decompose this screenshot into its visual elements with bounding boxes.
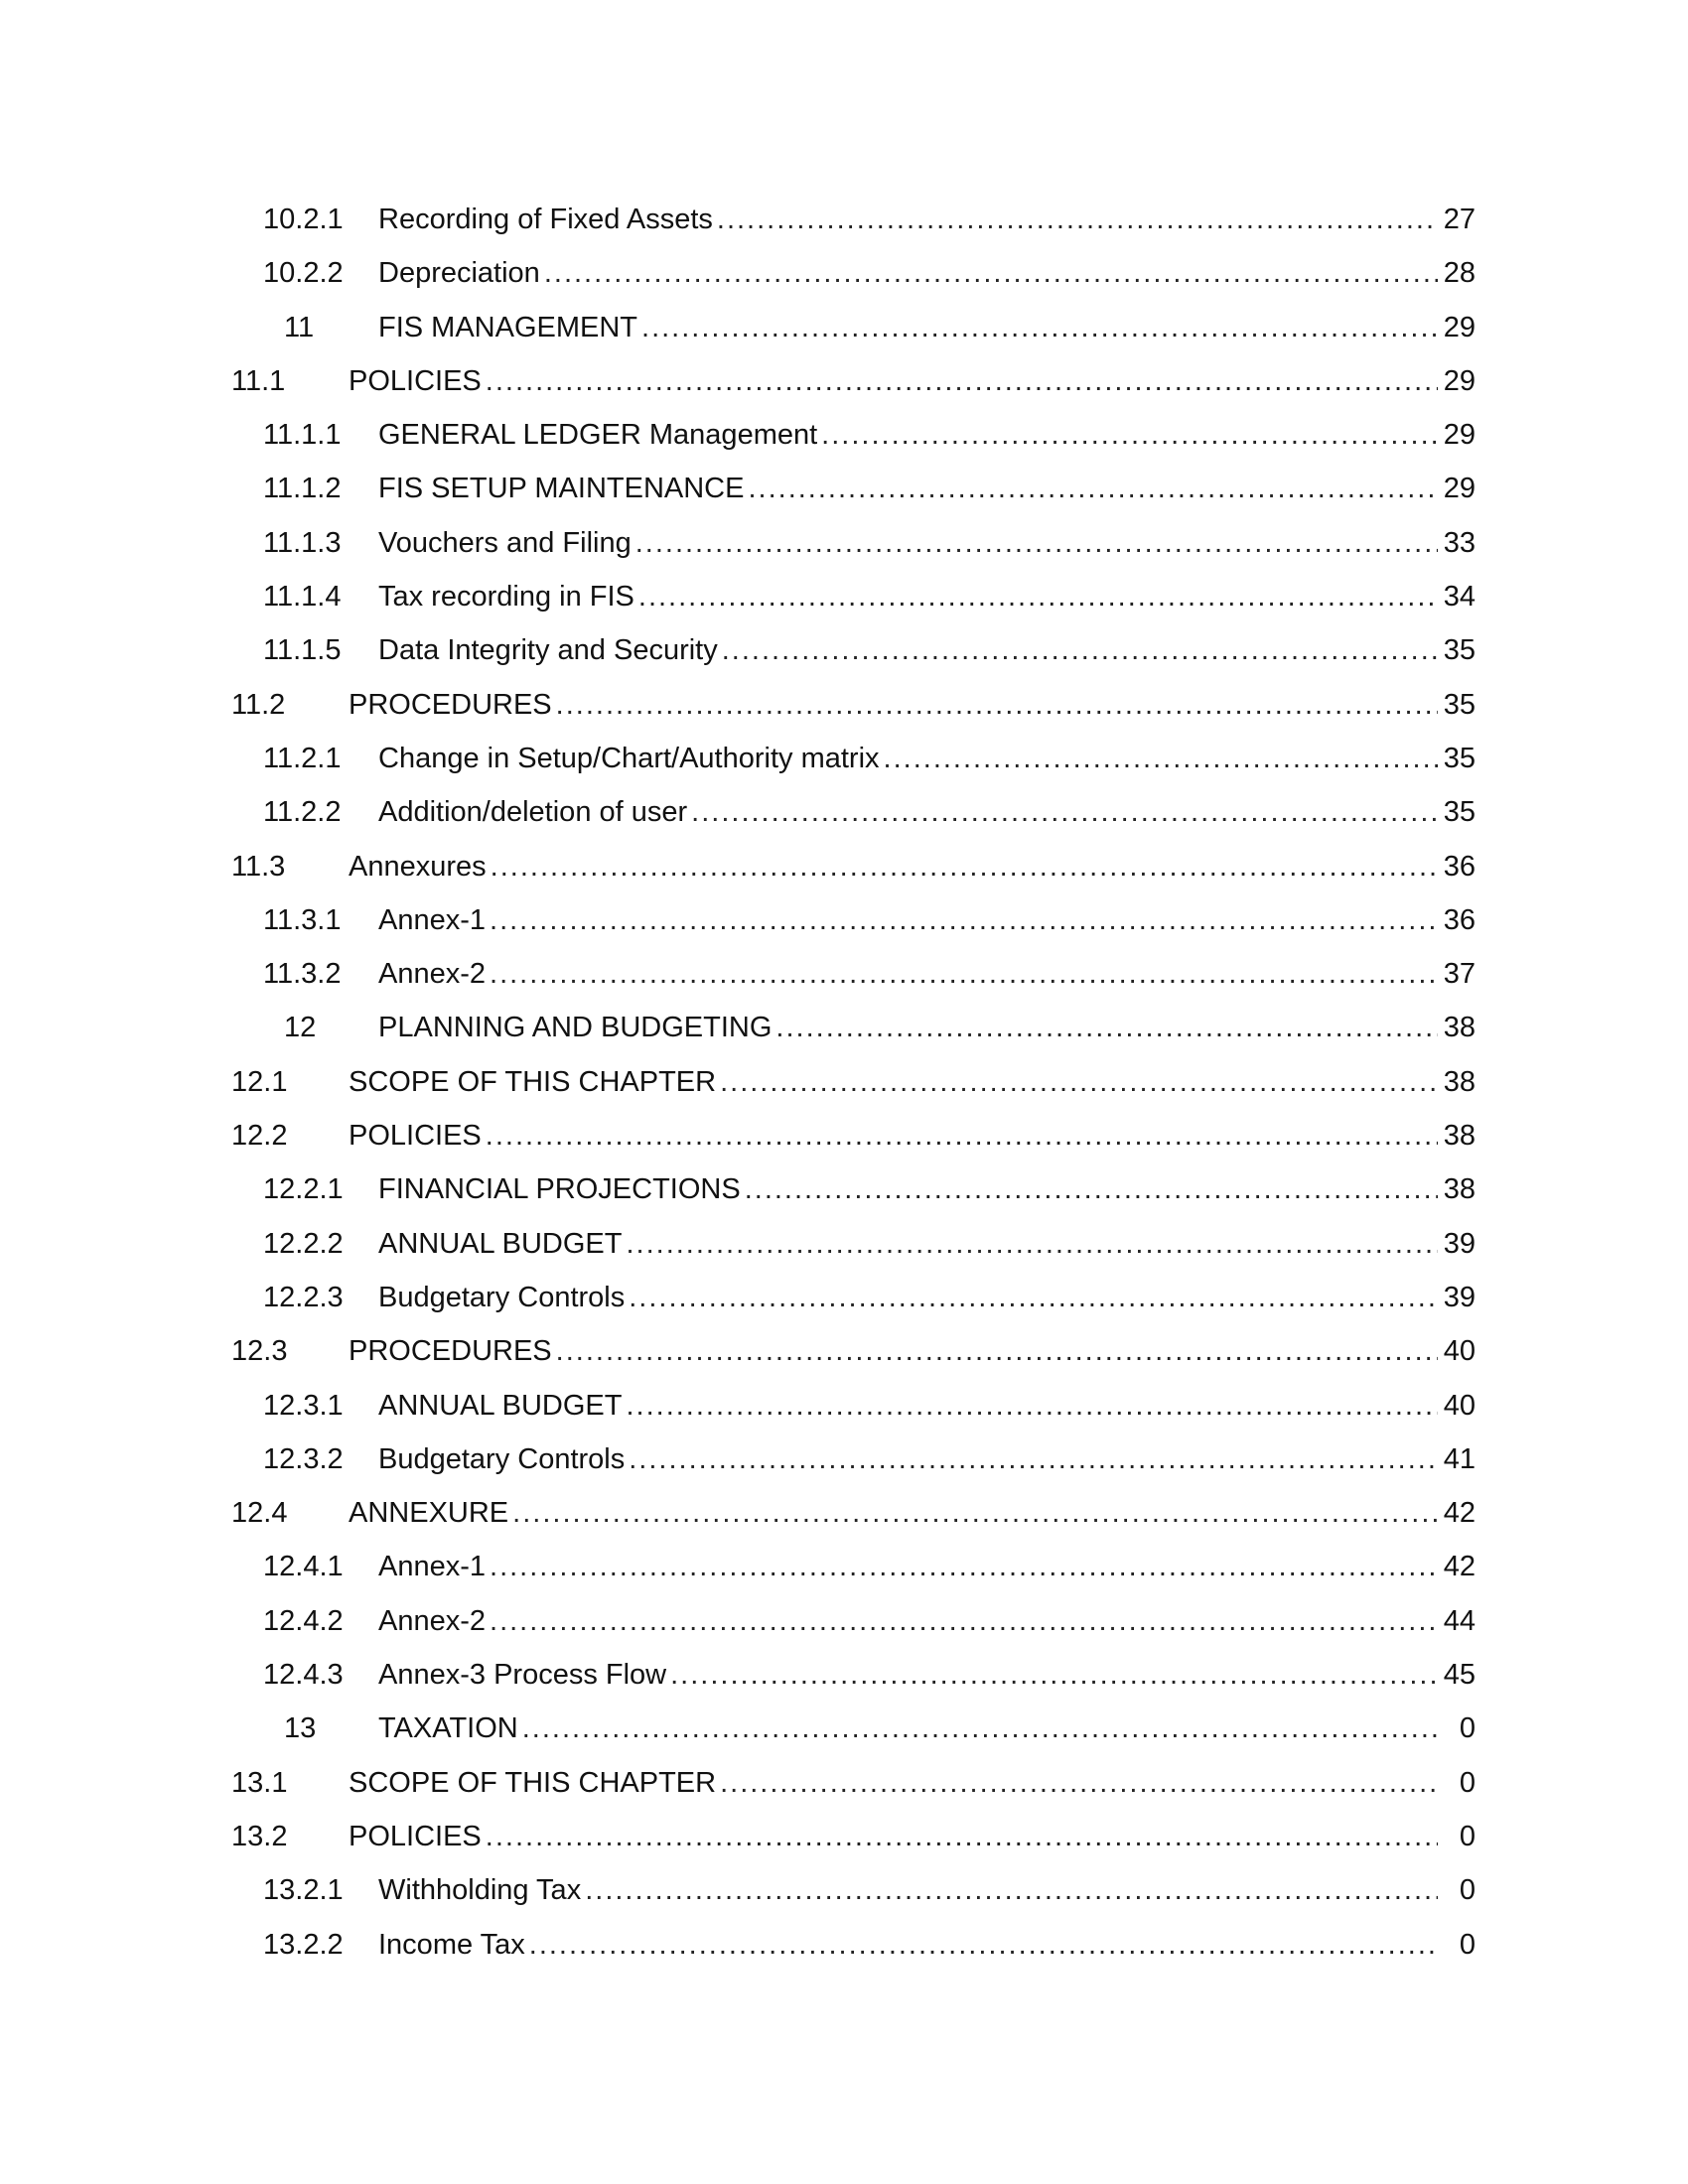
- toc-entry[interactable]: [0, 1001, 1688, 1054]
- dot-leader: [745, 1162, 1438, 1216]
- toc-entry-title: POLICIES: [349, 1820, 482, 1852]
- toc-entry-title-line: [349, 1756, 1476, 1810]
- toc-entry-title: GENERAL LEDGER Management: [378, 419, 818, 452]
- dot-leader: [556, 1324, 1438, 1378]
- toc-entry-title-line: [378, 1271, 1476, 1324]
- toc-entry[interactable]: [0, 1486, 1688, 1540]
- toc-entry[interactable]: [0, 1648, 1688, 1702]
- toc-entry[interactable]: [0, 623, 1688, 677]
- toc-entry-number: 11.1.2: [263, 473, 342, 505]
- toc-entry-page-number: 35: [1443, 688, 1476, 721]
- toc-entry-title-line: [349, 1109, 1476, 1162]
- toc-entry-title: Withholding Tax: [378, 1874, 582, 1907]
- toc-entry-page-number: 0: [1459, 1928, 1476, 1961]
- toc-entry-number: 10.2.2: [263, 257, 344, 290]
- toc-entry[interactable]: [0, 1055, 1688, 1109]
- toc-entry-title-line: [378, 1433, 1476, 1486]
- dot-leader: [486, 1109, 1438, 1162]
- toc-entry-title-line: [378, 1702, 1476, 1755]
- toc-entry-number: 12.3.1: [263, 1389, 344, 1422]
- toc-entry-title: PROCEDURES: [349, 688, 552, 721]
- toc-entry-title-line: [378, 1217, 1476, 1271]
- toc-entry-title: Tax recording in FIS: [378, 581, 634, 614]
- toc-entry-title: Data Integrity and Security: [378, 634, 718, 667]
- toc-entry-page-number: 28: [1443, 257, 1476, 290]
- toc-entry-title-line: [349, 1055, 1476, 1109]
- toc-entry-page-number: 38: [1443, 1065, 1476, 1098]
- toc-entry-title: Income Tax: [378, 1928, 525, 1961]
- toc-entry-title-line: [378, 1001, 1476, 1054]
- toc-entry-title-line: [349, 354, 1476, 408]
- toc-entry-title: PLANNING AND BUDGETING: [378, 1012, 773, 1044]
- toc-entry[interactable]: [0, 1918, 1688, 1972]
- toc-entry-number: 12.2.2: [263, 1227, 344, 1260]
- toc-entry-page-number: 36: [1443, 850, 1476, 883]
- toc-entry-title-line: [378, 1162, 1476, 1216]
- dot-leader: [629, 1433, 1438, 1486]
- toc-entry-page-number: 37: [1443, 958, 1476, 991]
- dot-leader: [585, 1863, 1438, 1917]
- toc-entry-title: FIS MANAGEMENT: [378, 311, 638, 343]
- toc-entry-number: 12.2: [231, 1120, 288, 1153]
- toc-entry-title-line: [378, 193, 1476, 246]
- dot-leader: [556, 678, 1438, 732]
- toc-entry-number: 12: [284, 1012, 317, 1044]
- dot-leader: [626, 1379, 1438, 1433]
- toc-entry-title-line: [349, 1810, 1476, 1863]
- toc-entry-number: 13.2.1: [263, 1874, 344, 1907]
- toc-entry[interactable]: [0, 570, 1688, 623]
- toc-entry-title: ANNUAL BUDGET: [378, 1389, 623, 1422]
- toc-entry[interactable]: [0, 301, 1688, 354]
- toc-entry-number: 12.3.2: [263, 1442, 344, 1475]
- toc-entry[interactable]: [0, 1810, 1688, 1863]
- toc-entry[interactable]: [0, 1271, 1688, 1324]
- toc-entry-number: 13.1: [231, 1766, 288, 1799]
- toc-entry-number: 11.1.3: [263, 526, 342, 559]
- toc-entry-number: 12.1: [231, 1065, 288, 1098]
- dot-leader: [635, 516, 1438, 570]
- toc-entry-title: Addition/deletion of user: [378, 796, 688, 829]
- toc-entry-title: FINANCIAL PROJECTIONS: [378, 1173, 741, 1206]
- dot-leader: [720, 1756, 1438, 1810]
- toc-entry[interactable]: [0, 1217, 1688, 1271]
- toc-entry-number: 12.2.1: [263, 1173, 344, 1206]
- toc-entry-title: FIS SETUP MAINTENANCE: [378, 473, 745, 505]
- toc-entry-number: 11.2.1: [263, 742, 342, 774]
- dot-leader: [626, 1217, 1438, 1271]
- toc-entry-number: 11.2: [231, 688, 286, 721]
- dot-leader: [821, 408, 1438, 462]
- toc-entry-title: Annex-2: [378, 1604, 487, 1637]
- toc-entry-title-line: [378, 516, 1476, 570]
- toc-entry-page-number: 29: [1443, 473, 1476, 505]
- dot-leader: [629, 1271, 1438, 1324]
- toc-entry-page-number: 42: [1443, 1497, 1476, 1530]
- toc-entry-title-line: [349, 1486, 1476, 1540]
- toc-entry[interactable]: [0, 408, 1688, 462]
- toc-entry-title: ANNEXURE: [349, 1497, 509, 1530]
- dot-leader: [486, 354, 1438, 408]
- toc-entry-page-number: 34: [1443, 581, 1476, 614]
- toc-entry-page-number: 29: [1443, 364, 1476, 397]
- toc-entry-title-line: [378, 785, 1476, 839]
- toc-entry-number: 11.1.4: [263, 581, 342, 614]
- toc-entry-title-line: [378, 947, 1476, 1001]
- toc-entry-page-number: 40: [1443, 1335, 1476, 1368]
- toc-entry-page-number: 42: [1443, 1551, 1476, 1583]
- toc-entry-title-line: [378, 570, 1476, 623]
- toc-entry[interactable]: [0, 193, 1688, 246]
- toc-entry[interactable]: [0, 1756, 1688, 1810]
- toc-entry-page-number: 35: [1443, 742, 1476, 774]
- toc-entry-title-line: [378, 1379, 1476, 1433]
- toc-entry-title-line: [349, 678, 1476, 732]
- dot-leader: [544, 246, 1438, 300]
- toc-entry[interactable]: [0, 1594, 1688, 1648]
- toc-entry-title-line: [378, 1540, 1476, 1593]
- toc-entry-page-number: 29: [1443, 419, 1476, 452]
- table-of-contents: [0, 193, 1688, 1972]
- toc-entry-title: POLICIES: [349, 1120, 482, 1153]
- toc-entry[interactable]: [0, 1540, 1688, 1593]
- toc-entry[interactable]: [0, 1702, 1688, 1755]
- toc-entry-page-number: 35: [1443, 796, 1476, 829]
- toc-entry-page-number: 0: [1459, 1712, 1476, 1745]
- toc-entry-number: 12.4.2: [263, 1604, 344, 1637]
- toc-entry-page-number: 35: [1443, 634, 1476, 667]
- dot-leader: [529, 1918, 1438, 1972]
- toc-entry-page-number: 39: [1443, 1281, 1476, 1313]
- toc-entry-page-number: 29: [1443, 311, 1476, 343]
- toc-entry-page-number: 33: [1443, 526, 1476, 559]
- dot-leader: [490, 893, 1438, 947]
- toc-entry[interactable]: [0, 1433, 1688, 1486]
- toc-entry-number: 13.2.2: [263, 1928, 344, 1961]
- dot-leader: [638, 570, 1438, 623]
- toc-entry-title-line: [349, 1324, 1476, 1378]
- toc-entry[interactable]: [0, 1324, 1688, 1378]
- dot-leader: [522, 1702, 1438, 1755]
- toc-entry-title: Annex-1: [378, 903, 487, 936]
- toc-entry-page-number: 38: [1443, 1173, 1476, 1206]
- toc-entry[interactable]: [0, 947, 1688, 1001]
- dot-leader: [691, 785, 1438, 839]
- toc-entry-number: 12.2.3: [263, 1281, 344, 1313]
- toc-entry-page-number: 44: [1443, 1604, 1476, 1637]
- toc-entry[interactable]: [0, 893, 1688, 947]
- toc-entry-title-line: [378, 246, 1476, 300]
- toc-entry-title: Budgetary Controls: [378, 1281, 626, 1313]
- toc-entry[interactable]: [0, 1162, 1688, 1216]
- dot-leader: [884, 732, 1438, 785]
- toc-entry-page-number: 41: [1443, 1442, 1476, 1475]
- toc-entry-title: SCOPE OF THIS CHAPTER: [349, 1766, 717, 1799]
- dot-leader: [670, 1648, 1438, 1702]
- toc-entry-title-line: [378, 1648, 1476, 1702]
- dot-leader: [720, 1055, 1438, 1109]
- toc-entry-title: SCOPE OF THIS CHAPTER: [349, 1065, 717, 1098]
- dot-leader: [490, 1540, 1438, 1593]
- toc-entry-number: 11.1: [231, 364, 286, 397]
- toc-entry-page-number: 38: [1443, 1012, 1476, 1044]
- toc-entry-title-line: [378, 1918, 1476, 1972]
- toc-entry-number: 13.2: [231, 1820, 288, 1852]
- toc-entry[interactable]: [0, 462, 1688, 515]
- toc-entry-page-number: 40: [1443, 1389, 1476, 1422]
- toc-entry-title-line: [378, 1863, 1476, 1917]
- toc-entry[interactable]: [0, 354, 1688, 408]
- toc-entry[interactable]: [0, 516, 1688, 570]
- dot-leader: [490, 947, 1438, 1001]
- toc-entry-title: POLICIES: [349, 364, 482, 397]
- toc-entry-page-number: 38: [1443, 1120, 1476, 1153]
- toc-entry-number: 11.2.2: [263, 796, 342, 829]
- toc-entry-page-number: 36: [1443, 903, 1476, 936]
- toc-entry-title: ANNUAL BUDGET: [378, 1227, 623, 1260]
- dot-leader: [641, 301, 1438, 354]
- dot-leader: [775, 1001, 1438, 1054]
- toc-entry-title: Recording of Fixed Assets: [378, 204, 713, 235]
- toc-entry-title: Annexures: [349, 850, 487, 883]
- toc-entry-page-number: 39: [1443, 1227, 1476, 1260]
- dot-leader: [490, 1594, 1438, 1648]
- toc-entry-number: 12.3: [231, 1335, 288, 1368]
- toc-entry-title: TAXATION: [378, 1712, 518, 1745]
- toc-entry-title: Budgetary Controls: [378, 1442, 626, 1475]
- toc-entry-number: 11.3: [231, 850, 286, 883]
- toc-entry-number: 11.3.2: [263, 958, 342, 991]
- toc-entry-page-number: 0: [1459, 1820, 1476, 1852]
- toc-entry-title-line: [378, 301, 1476, 354]
- toc-entry-title: Vouchers and Filing: [378, 526, 632, 559]
- toc-entry[interactable]: [0, 732, 1688, 785]
- toc-entry-title-line: [378, 408, 1476, 462]
- toc-entry-number: 11.3.1: [263, 903, 342, 936]
- toc-entry-number: 12.4: [231, 1497, 288, 1530]
- toc-entry-number: 10.2.1: [263, 204, 344, 235]
- dot-leader: [717, 193, 1438, 246]
- toc-entry-page-number: 0: [1459, 1766, 1476, 1799]
- dot-leader: [512, 1486, 1438, 1540]
- toc-entry[interactable]: [0, 840, 1688, 893]
- toc-entry-number: 11: [284, 311, 315, 343]
- toc-entry-page-number: 27: [1443, 204, 1476, 235]
- dot-leader: [722, 623, 1438, 677]
- toc-entry[interactable]: [0, 1379, 1688, 1433]
- toc-entry[interactable]: [0, 678, 1688, 732]
- toc-entry-title-line: [378, 893, 1476, 947]
- toc-entry-title-line: [378, 732, 1476, 785]
- toc-entry-page-number: 0: [1459, 1874, 1476, 1907]
- toc-entry-title-line: [349, 840, 1476, 893]
- toc-entry-title: Annex-1: [378, 1551, 487, 1583]
- toc-entry-page-number: 45: [1443, 1659, 1476, 1692]
- toc-entry[interactable]: [0, 1863, 1688, 1917]
- dot-leader: [486, 1810, 1438, 1863]
- dot-leader: [491, 840, 1438, 893]
- toc-entry-title-line: [378, 462, 1476, 515]
- toc-entry-title-line: [378, 623, 1476, 677]
- toc-entry-title: Change in Setup/Chart/Authority matrix: [378, 742, 880, 774]
- dot-leader: [748, 462, 1438, 515]
- toc-entry-title: Depreciation: [378, 257, 540, 290]
- toc-entry-title: Annex-2: [378, 958, 487, 991]
- toc-entry-title: Annex-3 Process Flow: [378, 1659, 667, 1692]
- toc-entry[interactable]: [0, 1109, 1688, 1162]
- toc-entry-title: PROCEDURES: [349, 1335, 552, 1368]
- toc-entry-number: 11.1.1: [263, 419, 342, 452]
- toc-entry[interactable]: [0, 246, 1688, 300]
- toc-entry-number: 11.1.5: [263, 634, 342, 667]
- toc-entry[interactable]: [0, 785, 1688, 839]
- toc-entry-number: 12.4.1: [263, 1551, 344, 1583]
- toc-entry-number: 12.4.3: [263, 1659, 344, 1692]
- toc-entry-number: 13: [284, 1712, 317, 1745]
- toc-entry-title-line: [378, 1594, 1476, 1648]
